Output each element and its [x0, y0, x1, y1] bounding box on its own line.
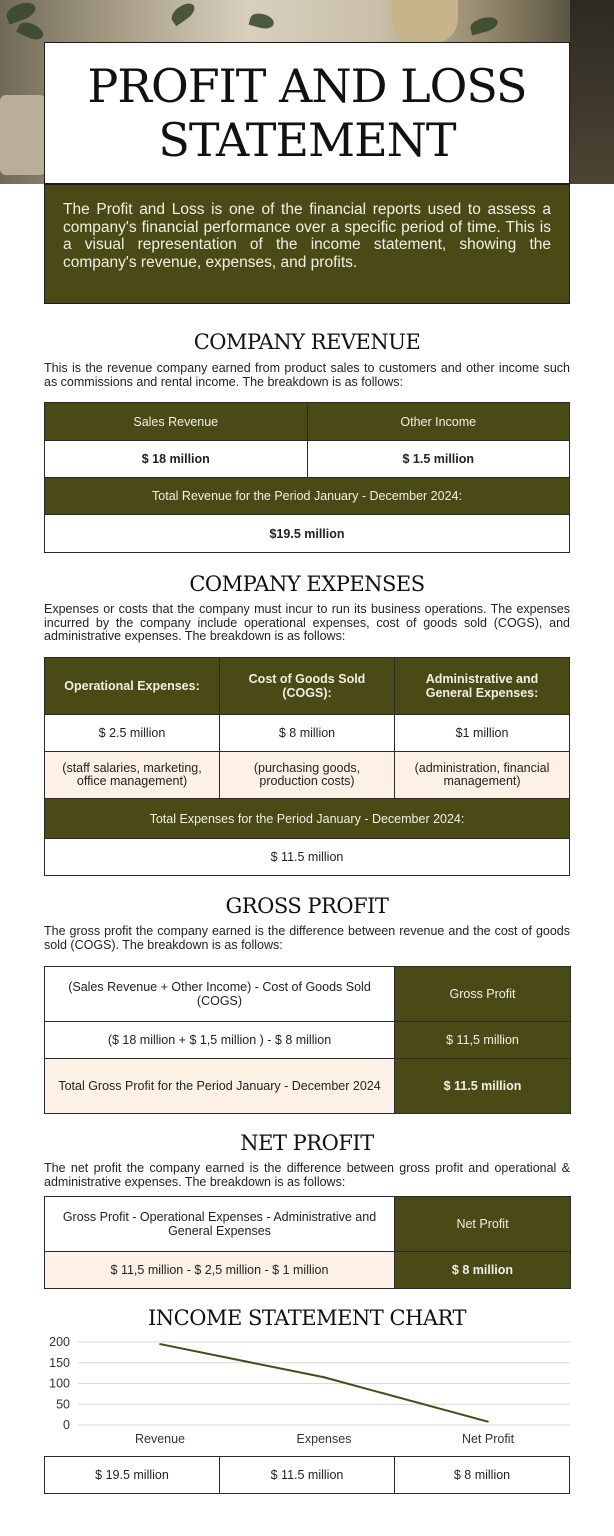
gross-formula-value: ($ 18 million + $ 1,5 million ) - $ 8 million	[45, 1022, 395, 1059]
gross-profit-desc: The gross profit the company earned is the difference between revenue and the cost of goods sold (COGS). The breakdown is as follows:	[44, 924, 570, 952]
other-income-value: $ 1.5 million	[307, 441, 570, 478]
total-gross-label: Total Gross Profit for the Period January - December 2024	[45, 1059, 395, 1114]
cogs-header: Cost of Goods Sold (COGS):	[220, 658, 395, 715]
intro-text: The Profit and Loss is one of the financial reports used to assess a company's financial performance over a specific period of time. This is a visual representation of the income statement, showing the company's revenue, expenses, and profits.	[44, 184, 570, 304]
total-gross-value: $ 11.5 million	[395, 1059, 571, 1114]
expenses-title: COMPANY EXPENSES	[189, 572, 425, 596]
basket-shape	[392, 0, 458, 44]
gross-profit-title: GROSS PROFIT	[225, 894, 389, 918]
gross-profit-table	[44, 966, 571, 1114]
chart-value-net-profit: $ 8 million	[395, 1457, 570, 1494]
operational-expenses-header: Operational Expenses:	[45, 658, 220, 715]
expenses-desc: Expenses or costs that the company must incur to run its business operations. The expenses incurred by the company include operational expenses, cost of goods sold (COGS), and administrative expenses. The breakdown is as follows:	[44, 602, 570, 643]
x-tick-label: Expenses	[296, 1432, 352, 1446]
revenue-title: COMPANY REVENUE	[193, 330, 421, 354]
data-point	[487, 1421, 489, 1423]
y-tick-label: 150	[49, 1355, 70, 1370]
total-expenses-label: Total Expenses for the Period January - December 2024:	[45, 799, 570, 839]
chart-value-expenses: $ 11.5 million	[220, 1457, 395, 1494]
plant-leaf	[249, 11, 276, 31]
series-line	[160, 1344, 488, 1422]
y-tick-label: 100	[49, 1376, 70, 1391]
revenue-desc: This is the revenue company earned from product sales to customers and other income such as commissions and rental income. The breakdown is as follows:	[44, 361, 570, 389]
total-expenses-value: $ 11.5 million	[45, 839, 570, 876]
net-profit-value: $ 8 million	[395, 1252, 571, 1289]
gross-profit-header: Gross Profit	[395, 967, 571, 1022]
net-profit-table	[44, 1196, 571, 1289]
y-tick-label: 0	[63, 1418, 70, 1432]
data-point	[323, 1376, 325, 1378]
operational-expenses-value: $ 2.5 million	[45, 715, 220, 752]
x-tick-label: Revenue	[134, 1432, 186, 1446]
lamp-shape	[570, 0, 614, 184]
total-revenue-value: $19.5 million	[45, 515, 570, 553]
y-tick-label: 50	[56, 1397, 70, 1412]
chart-value-revenue: $ 19.5 million	[45, 1457, 220, 1494]
net-formula-label: Gross Profit - Operational Expenses - Administrative and General Expenses	[45, 1197, 395, 1252]
income-chart	[30, 1330, 590, 1450]
admin-expenses-note: (administration, financial management)	[395, 752, 570, 799]
net-profit-desc: The net profit the company earned is the difference between gross profit and operational & administrative expenses. The breakdown is as follows:	[44, 1161, 570, 1189]
plant-leaf	[4, 0, 38, 25]
sofa-shape	[0, 95, 46, 175]
data-point	[159, 1343, 161, 1345]
net-formula-value: $ 11,5 million - $ 2,5 million - $ 1 million	[45, 1252, 395, 1289]
plant-leaf	[168, 0, 197, 26]
title-box	[44, 42, 570, 184]
operational-expenses-note: (staff salaries, marketing, office management)	[45, 752, 220, 799]
sales-revenue-value: $ 18 million	[45, 441, 308, 478]
revenue-table	[44, 402, 570, 553]
gross-formula-label: (Sales Revenue + Other Income) - Cost of Goods Sold (COGS)	[45, 967, 395, 1022]
y-tick-label: 200	[49, 1335, 70, 1349]
cogs-value: $ 8 million	[220, 715, 395, 752]
admin-expenses-value: $1 million	[395, 715, 570, 752]
expenses-table	[44, 657, 570, 876]
chart-title: INCOME STATEMENT CHART	[148, 1306, 466, 1330]
page-title: PROFIT AND LOSS STATEMENT	[87, 59, 527, 167]
gross-profit-value: $ 11,5 million	[395, 1022, 571, 1059]
income-chart-svg	[30, 1330, 590, 1450]
x-tick-label: Net Profit	[461, 1432, 515, 1446]
net-profit-header: Net Profit	[395, 1197, 571, 1252]
cogs-note: (purchasing goods, production costs)	[220, 752, 395, 799]
plant-leaf	[469, 15, 500, 36]
other-income-header: Other Income	[307, 403, 570, 441]
sales-revenue-header: Sales Revenue	[45, 403, 308, 441]
admin-expenses-header: Administrative and General Expenses:	[395, 658, 570, 715]
net-profit-title: NET PROFIT	[240, 1131, 374, 1155]
total-revenue-label: Total Revenue for the Period January - December 2024:	[45, 478, 570, 515]
chart-values-table	[44, 1456, 570, 1494]
plant-leaf	[16, 19, 45, 43]
